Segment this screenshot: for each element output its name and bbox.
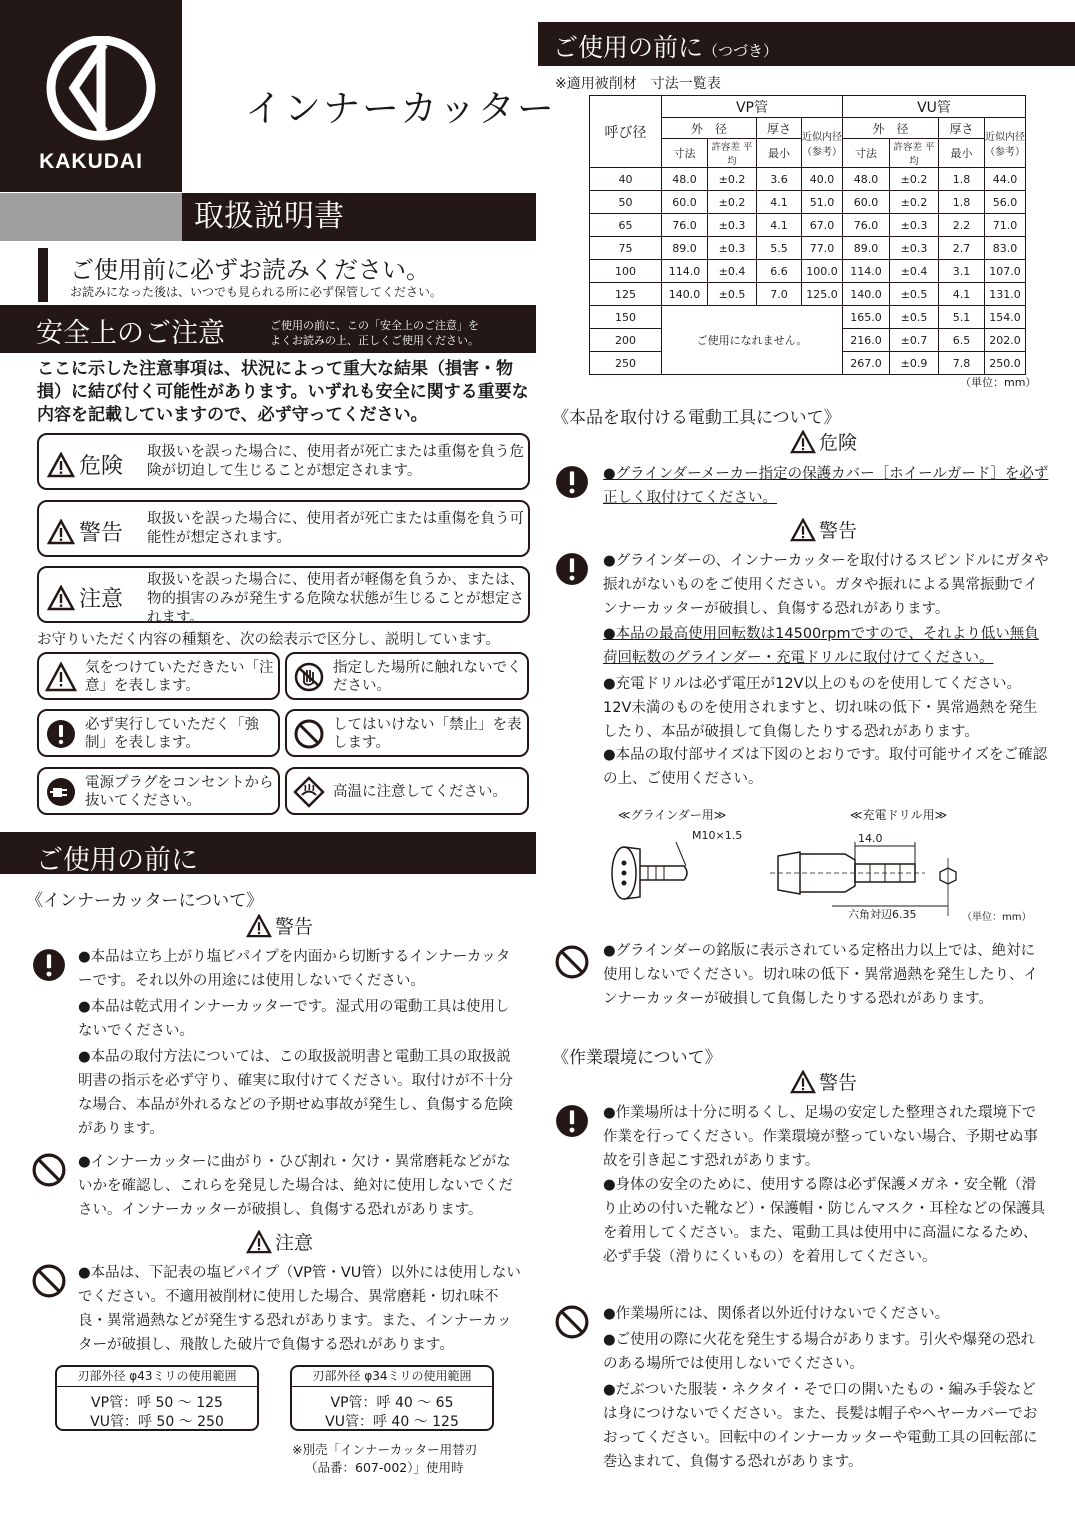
symbol-text: 電源プラグをコンセントから抜いてください。	[85, 775, 274, 809]
table-cell: ±0.2	[890, 191, 939, 214]
continued-title-suffix: （つづき）	[703, 42, 779, 60]
before-use-title: ご使用の前に	[36, 845, 198, 876]
table-cell: 100.0	[802, 260, 843, 283]
range-head: 刃部外径 φ34ミリの使用範囲	[292, 1367, 492, 1387]
unplug-icon	[45, 776, 77, 808]
prohibited-icon	[555, 945, 589, 979]
mandatory-exclamation-icon	[32, 948, 66, 982]
env-prohibit-item-1: ●作業場所には、関係者以外近付けないでください。	[603, 1306, 950, 1322]
table-cell: 48.0	[843, 168, 890, 191]
warning-level-box	[37, 500, 530, 557]
table-cell: 165.0	[843, 306, 890, 329]
table-row	[590, 306, 1026, 329]
read-notice-accent	[38, 248, 48, 302]
env-prohibit-item-3: ●だぶついた服装・ネクタイ・そで口の開いたもの・編み手袋などは身につけないでください。また、長髪は帽子やヘヤーカバーでおおってください。回転中のインナーカッターや電動工具の回転部に巻込まれて、負傷する恐れがあります。	[603, 1382, 1038, 1470]
thread-label: M10×1.5	[692, 829, 743, 842]
table-cell: 100	[590, 260, 662, 283]
table-cell: 71.0	[985, 214, 1026, 237]
table-cell: ±0.2	[708, 168, 757, 191]
tool-warning-item-2: ●本品の最高使用回転数は14500rpmですので、それより低い無負荷回転数のグラインダー・充電ドリルに取付けてください。	[603, 626, 1039, 666]
env-warning-item-2: ●身体の安全のために、使用する際は必ず保護メガネ・安全靴（滑り止めの付いた靴など）・保護帽・防じんマスク・耳栓などの保護具を着用してください。また、電動工具は使用中に高温になるため、必ず手袋（滑りにくいもの）を着用してください。	[603, 1177, 1046, 1265]
table-cell: ±0.3	[890, 237, 939, 260]
grinder-label: ≪グラインダー用≫	[618, 808, 727, 822]
no-touch-hand-icon	[293, 661, 325, 693]
symbol-text: してはいけない「禁止」を表します。	[333, 717, 522, 751]
warning-triangle-icon	[246, 1230, 272, 1254]
about-cutter-title: 《インナーカッターについて》	[26, 891, 264, 911]
table-cell: 125.0	[802, 283, 843, 306]
kakudai-logo-icon	[46, 36, 156, 146]
table-cell: 89.0	[843, 237, 890, 260]
table-cell: 76.0	[662, 214, 708, 237]
symbol-notice: お守りいただく内容の種類を、次の絵表示で区分し、説明しています。	[37, 632, 500, 648]
table-cell: 4.1	[757, 214, 802, 237]
about-warning-item-3: ●本品の取付方法については、この取扱説明書と電動工具の取扱説明書の指示を必ず守り、確実に取付けてください。取付けが不十分な場合、本品が外れるなどの予期せぬ事故が発生し、負傷する危険があります。	[78, 1049, 513, 1137]
table-cell: 202.0	[985, 329, 1026, 352]
th-tol: 許容差 平 均	[708, 139, 757, 168]
table-cell: 4.1	[939, 283, 985, 306]
range-note-1: ※別売「インナーカッター用替刃	[292, 1442, 478, 1457]
table-cell: 67.0	[802, 214, 843, 237]
table-cell: 3.1	[939, 260, 985, 283]
range-box-34	[290, 1365, 494, 1431]
table-cell: 200	[590, 329, 662, 352]
read-notice-title: ご使用前に必ずお読みください。	[70, 256, 430, 284]
table-cell: 6.5	[939, 329, 985, 352]
th-inner-label: 近似内径	[985, 131, 1025, 143]
diagram-unit: （単位：mm）	[962, 912, 1032, 923]
range-box-43	[55, 1365, 259, 1431]
table-cell: 216.0	[843, 329, 890, 352]
table-cell: 40	[590, 168, 662, 191]
th-inner	[985, 118, 1026, 168]
th-min: 最小	[939, 139, 985, 168]
safety-sub-line-1: ご使用の前に、この「安全上のご注意」を	[270, 319, 479, 332]
env-section-title: 《作業環境について》	[552, 1048, 722, 1068]
prohibited-icon	[32, 1153, 66, 1187]
warning-label: 警告	[275, 916, 314, 938]
about-warning-heading	[246, 912, 313, 939]
table-cell: 7.0	[757, 283, 802, 306]
symbol-box-mandatory	[37, 709, 280, 757]
warning-triangle-icon	[790, 1070, 816, 1094]
table-cell: 2.7	[939, 237, 985, 260]
table-cell: 77.0	[802, 237, 843, 260]
warning-sign	[47, 516, 133, 547]
table-cell: 131.0	[985, 283, 1026, 306]
safety-intro: ここに示した注意事項は、状況によって重大な結果（損害・物損）に結び付く可能性があります。いずれも安全に関する重要な内容を記載していますので、必ず守ってください。	[37, 359, 529, 425]
th-min: 最小	[757, 139, 802, 168]
table-cell: ±0.4	[890, 260, 939, 283]
not-usable-cell: ご使用になれません。	[662, 306, 843, 375]
danger-label: 危険	[819, 432, 858, 454]
th-vu: VU管	[843, 96, 1026, 118]
table-cell: 48.0	[662, 168, 708, 191]
warning-label: 警告	[819, 520, 858, 542]
th-size: 寸法	[662, 139, 708, 168]
danger-sign	[47, 449, 133, 480]
table-cell: 7.8	[939, 352, 985, 375]
table-cell: 1.8	[939, 191, 985, 214]
symbol-box-no-touch	[285, 652, 529, 700]
continued-title-text: ご使用の前に	[553, 33, 704, 62]
table-cell: 1.8	[939, 168, 985, 191]
symbol-text: 必ず実行していただく「強制」を表します。	[85, 717, 259, 751]
th-outer: 外 径	[662, 118, 757, 139]
caution-sign	[47, 582, 133, 613]
about-warning-item-2: ●本品は乾式用インナーカッターです。湿式用の電動工具は使用しないでください。	[78, 999, 510, 1039]
table-cell: ±0.5	[890, 283, 939, 306]
th-thick: 厚さ	[939, 118, 985, 139]
table-cell: ±0.5	[708, 283, 757, 306]
caution-level-box	[37, 566, 530, 626]
caution-description: 取扱いを誤った場合に、使用者が軽傷を負うか、または、物的損害のみが発生する危険な状態が生じることが想定されます。	[147, 572, 524, 626]
table-cell: 250	[590, 352, 662, 375]
symbol-text: 高温に注意してください。	[333, 784, 507, 800]
th-inner-label: 近似内径	[802, 131, 842, 143]
tool-danger-heading	[790, 428, 857, 455]
env-warning-item-1: ●作業場所は十分に明るくし、足場の安定した整理された環境下で作業を行ってください。作業環境が整っていない場合、予期せぬ事故を引き起こす恐れがあります。	[603, 1105, 1038, 1169]
th-inner-ref: （参考）	[985, 146, 1025, 158]
title-accent	[0, 193, 182, 241]
tool-warning-item-1: ●グラインダーの、インナーカッターを取付けるスピンドルにガタや振れがないものをご使用ください。ガタや振れによる異常振動でインナーカッターが破損し、負傷する恐れがあります。	[603, 553, 1049, 617]
table-cell: 140.0	[843, 283, 890, 306]
table-cell: 50	[590, 191, 662, 214]
tool-warning-item-4: ●本品の取付部サイズは下図のとおりです。取付可能サイズをご確認の上、ご使用ください。	[603, 747, 1048, 787]
warning-triangle-icon	[246, 914, 272, 938]
table-cell: ±0.4	[708, 260, 757, 283]
table-cell: 65	[590, 214, 662, 237]
warning-triangle-icon	[790, 518, 816, 542]
th-tol: 許容差 平 均	[890, 139, 939, 168]
prohibited-icon	[32, 1264, 66, 1298]
symbol-text: 指定した場所に触れないでください。	[333, 660, 522, 694]
table-cell: ±0.5	[890, 306, 939, 329]
range-note-2: （品番：607-002）」使用時	[305, 1460, 464, 1475]
range-vp: VP管：呼 40 ～ 65	[330, 1395, 454, 1411]
table-row	[590, 168, 1026, 191]
about-caution-heading	[246, 1228, 313, 1255]
table-cell: ±0.2	[708, 191, 757, 214]
th-inner	[802, 118, 843, 168]
table-cell: 114.0	[662, 260, 708, 283]
warning-triangle-icon	[47, 585, 75, 611]
table-cell: 267.0	[843, 352, 890, 375]
table-cell: 3.6	[757, 168, 802, 191]
danger-description: 取扱いを誤った場合に、使用者が死亡または重傷を負う危険が切迫して生じることが想定されます。	[147, 444, 524, 479]
safety-title: 安全上のご注意	[36, 318, 225, 349]
range-vp: VP管：呼 50 ～ 125	[91, 1395, 223, 1411]
table-cell: 60.0	[843, 191, 890, 214]
symbol-box-caution	[37, 652, 280, 700]
table-row	[590, 214, 1026, 237]
table-row	[590, 283, 1026, 306]
table-cell: 56.0	[985, 191, 1026, 214]
warning-label: 警告	[79, 521, 124, 546]
table-cell: 150	[590, 306, 662, 329]
prohibited-icon	[555, 1305, 589, 1339]
th-size: 寸法	[843, 139, 890, 168]
table-cell: 89.0	[662, 237, 708, 260]
table-cell: 5.1	[939, 306, 985, 329]
table-cell: 83.0	[985, 237, 1026, 260]
tool-danger-item: ●グラインダーメーカー指定の保護カバー［ホイールガード］を必ず正しく取付けてください。	[603, 466, 1049, 506]
table-cell: 44.0	[985, 168, 1026, 191]
table-cell: 2.2	[939, 214, 985, 237]
table-cell: 250.0	[985, 352, 1026, 375]
safety-sub-line-2: よくお読みの上、正しくご使用ください。	[270, 334, 479, 347]
th-outer: 外 径	[843, 118, 939, 139]
table-cell: 40.0	[802, 168, 843, 191]
about-warning-item-1: ●本品は立ち上がり塩ビパイプを内面から切断するインナーカッターです。それ以外の用途には使用しないでください。	[78, 949, 511, 989]
mandatory-exclamation-icon	[555, 552, 589, 586]
table-cell: 6.6	[757, 260, 802, 283]
brand-name: KAKUDAI	[39, 150, 143, 173]
mandatory-exclamation-icon	[555, 1104, 589, 1138]
danger-label: 危険	[79, 454, 124, 479]
mandatory-exclamation-icon	[555, 465, 589, 499]
th-thick: 厚さ	[757, 118, 802, 139]
th-inner-ref: （参考）	[802, 146, 842, 158]
read-notice-sub: お読みになった後は、いつでも見られる所に必ず保管してください。	[70, 285, 443, 299]
mandatory-exclamation-icon	[45, 718, 77, 750]
table-cell: ±0.3	[708, 214, 757, 237]
warning-triangle-icon	[47, 519, 75, 545]
table-cell: 60.0	[662, 191, 708, 214]
caution-label: 注意	[79, 587, 124, 612]
warning-description: 取扱いを誤った場合に、使用者が死亡または重傷を負う可能性が想定されます。	[147, 511, 524, 546]
symbol-box-unplug	[37, 767, 280, 815]
range-vu: VU管：呼 50 ～ 250	[90, 1414, 224, 1430]
table-cell: 75	[590, 237, 662, 260]
table-cell: 76.0	[843, 214, 890, 237]
manual-title: 取扱説明書	[182, 193, 536, 241]
table-cell: 125	[590, 283, 662, 306]
table-cell: ±0.7	[890, 329, 939, 352]
warning-triangle-icon	[47, 452, 75, 478]
table-cell: 4.1	[757, 191, 802, 214]
table-cell: ±0.9	[890, 352, 939, 375]
table-cell: 154.0	[985, 306, 1026, 329]
tool-warning-item-3: ●充電ドリルは必ず電圧が12V以上のものを使用してください。12V未満のものを使用されますと、切れ味の低下・異常過熱を発生したり、本品が破損して負傷したりする恐れがあります。	[603, 676, 1038, 740]
table-cell: ±0.2	[890, 168, 939, 191]
danger-level-box	[37, 433, 530, 490]
caution-triangle-icon	[45, 661, 77, 693]
table-cell: 5.5	[757, 237, 802, 260]
table-cell: 114.0	[843, 260, 890, 283]
symbol-text: 気をつけていただきたい「注意」を表します。	[85, 660, 274, 694]
dimension-table	[589, 95, 1026, 375]
table-unit: （単位：mm）	[960, 376, 1037, 389]
env-prohibit-item-2: ●ご使用の際に火花を発生する場合があります。引火や爆発の恐れのある場所では使用しないでください。	[603, 1332, 1035, 1372]
tool-warning-heading	[790, 516, 857, 543]
th-vp: VP管	[662, 96, 843, 118]
tool-prohibit-item: ●グラインダーの銘版に表示されている定格出力以上では、絶対に使用しないでください。切れ味の低下・異常過熱を発生したり、インナーカッターが破損して負傷したりする恐れがあります。	[603, 943, 1038, 1007]
table-cell: 51.0	[802, 191, 843, 214]
table-cell: 107.0	[985, 260, 1026, 283]
th-nominal: 呼び径	[590, 96, 662, 168]
table-cell: 140.0	[662, 283, 708, 306]
length-label: 14.0	[858, 832, 883, 845]
table-cell: ±0.3	[708, 237, 757, 260]
table-row	[590, 191, 1026, 214]
table-caption: ※適用被削材 寸法一覧表	[555, 76, 721, 92]
prohibited-icon	[293, 718, 325, 750]
tool-section-title: 《本品を取付ける電動工具について》	[552, 408, 841, 428]
warning-triangle-icon	[790, 430, 816, 454]
safety-subtitle	[270, 318, 479, 348]
about-prohibit-item: ●インナーカッターに曲がり・ひび割れ・欠け・異常磨耗などがないかを確認し、これらを発見した場合は、絶対に使用しないでください。インナーカッターが破損し、負傷する恐れがあります。	[78, 1154, 513, 1218]
range-head: 刃部外径 φ43ミリの使用範囲	[57, 1367, 257, 1387]
continued-title	[553, 28, 778, 64]
caution-label: 注意	[275, 1232, 314, 1254]
table-cell: ±0.3	[890, 214, 939, 237]
table-row	[590, 260, 1026, 283]
high-temperature-icon	[293, 776, 325, 808]
attachment-diagram	[600, 828, 980, 924]
about-caution-item: ●本品は、下記表の塩ビパイプ（VP管・VU管）以外には使用しないでください。不適用被削材に使用した場合、異常磨耗・切れ味不良・異常過熱などが発生する恐れがあります。また、インナーカッターが破損し、飛散した破片で負傷する恐れがあります。	[78, 1265, 521, 1353]
symbol-box-high-temp	[285, 767, 529, 815]
env-warning-heading	[790, 1068, 857, 1095]
range-vu: VU管：呼 40 ～ 125	[325, 1414, 459, 1430]
drill-label: ≪充電ドリル用≫	[850, 808, 948, 822]
hex-label: 六角対辺6.35	[848, 908, 917, 921]
product-title: インナーカッター	[245, 87, 556, 130]
symbol-box-prohibited	[285, 709, 529, 757]
warning-label: 警告	[819, 1072, 858, 1094]
table-row	[590, 237, 1026, 260]
